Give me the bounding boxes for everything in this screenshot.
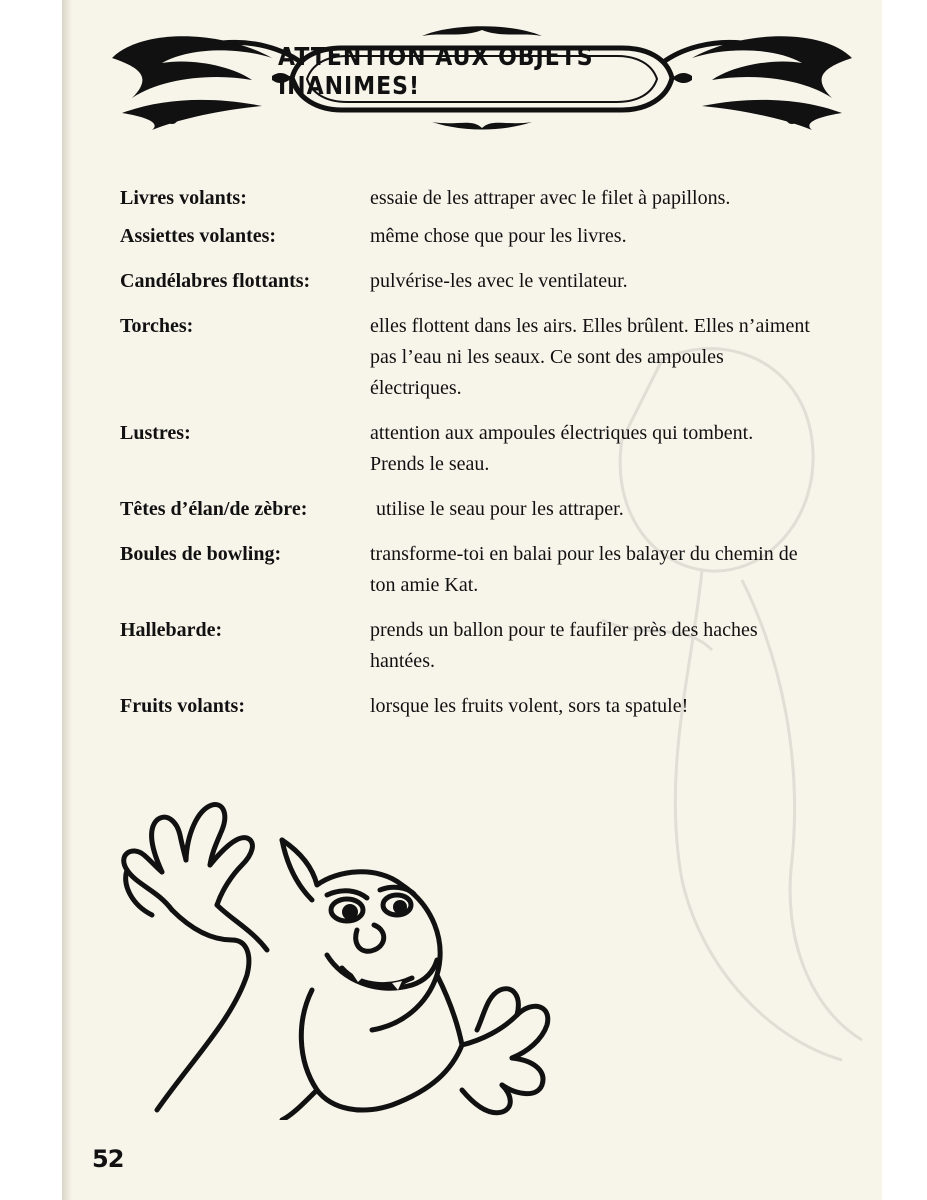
entry-term: Torches: [120, 315, 194, 337]
entry-term: Lustres: [120, 422, 191, 444]
list-item [120, 221, 820, 252]
list-item [120, 494, 820, 525]
list-item [120, 615, 820, 677]
entry-description: pulvérise-les avec le ventilateur. [370, 270, 628, 292]
entry-term: Assiettes volantes: [120, 225, 277, 247]
list-item [120, 311, 820, 404]
entry-description: prends un ballon pour te faufiler près des haches hantées. [370, 619, 758, 672]
ghost-character-illustration [102, 790, 572, 1120]
entry-term: Livres volants: [120, 187, 247, 209]
entry-term: Fruits volants: [120, 695, 245, 717]
entry-description: elles flottent dans les airs. Elles brûlent. Elles n’aiment pas l’eau ni les seaux. Ce sont des ampoules électriques. [370, 315, 810, 399]
entry-term: Hallebarde: [120, 619, 223, 641]
hazard-list [120, 183, 820, 722]
list-item [120, 691, 820, 722]
page-title: ATTENTION AUX OBJETS INANIMES! [278, 43, 594, 101]
list-item [120, 266, 820, 297]
entry-description: même chose que pour les livres. [370, 225, 627, 247]
list-item [120, 539, 820, 601]
entry-description: transforme-toi en balai pour les balayer du chemin de ton amie Kat. [370, 543, 798, 596]
entry-description: lorsque les fruits volent, sors ta spatule! [370, 695, 689, 717]
list-item [120, 183, 820, 214]
entry-description: attention aux ampoules électriques qui tombent. Prends le seau. [370, 422, 754, 475]
entry-description: utilise le seau pour les attraper. [376, 498, 624, 520]
manual-page [62, 0, 882, 1200]
entry-term: Boules de bowling: [120, 543, 282, 565]
list-item [120, 418, 820, 480]
entry-term: Têtes d’élan/de zèbre: [120, 498, 308, 520]
page-number: 52 [92, 1145, 124, 1173]
entry-term: Candélabres flottants: [120, 270, 311, 292]
entry-description: essaie de les attraper avec le filet à papillons. [370, 187, 731, 209]
